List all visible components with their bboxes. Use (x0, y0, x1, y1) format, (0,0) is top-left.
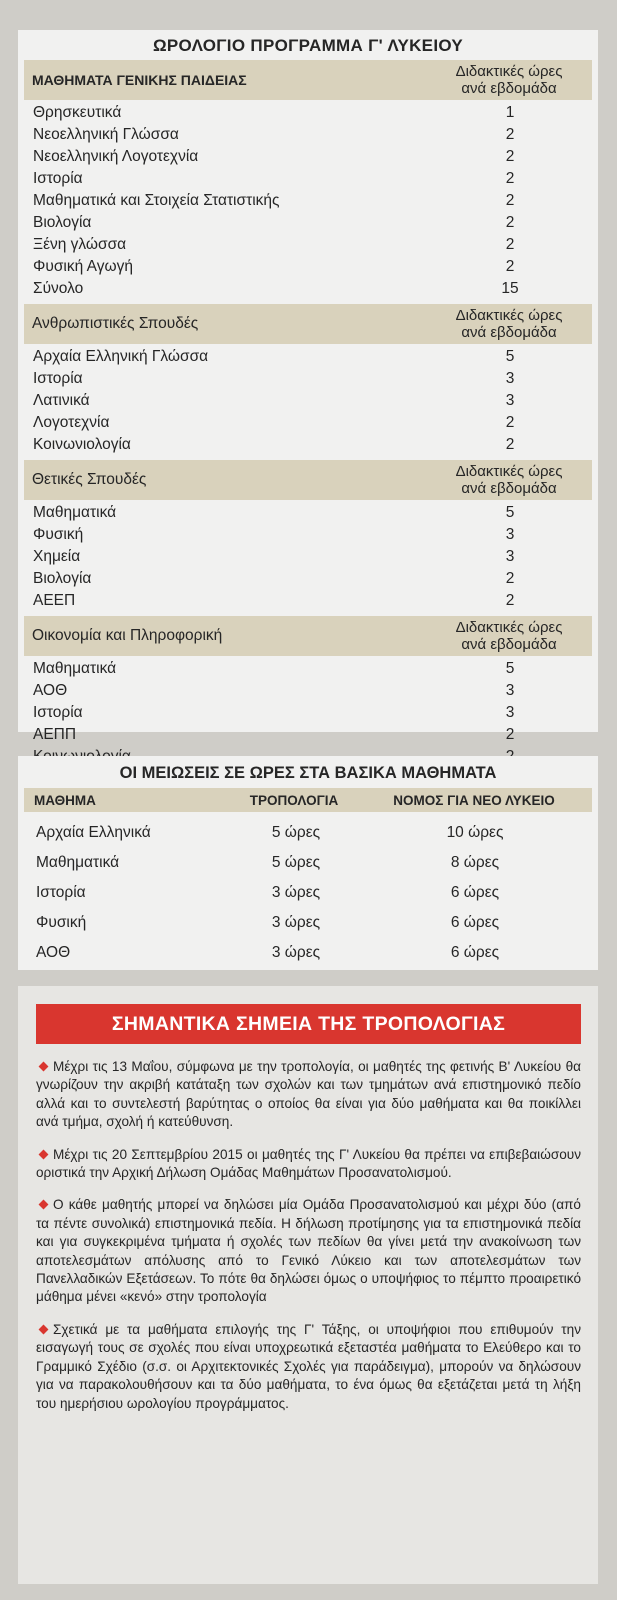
diamond-bullet-icon (39, 1200, 49, 1210)
reductions-title: ΟΙ ΜΕΙΩΣΕΙΣ ΣΕ ΩΡΕΣ ΣΤΑ ΒΑΣΙΚΑ ΜΑΘΗΜΑΤΑ (119, 764, 497, 782)
key-points-list (36, 1058, 581, 1427)
key-points-title: ΣΗΜΑΝΤΙΚΑ ΣΗΜΕΙΑ ΤΗΣ ΤΡΟΠΟΛΟΓΙΑΣ (36, 1004, 581, 1044)
group-rows-general (32, 100, 584, 304)
table-row (32, 146, 584, 168)
amendment-cell: 3 ώρες (271, 884, 321, 901)
table-row (32, 212, 584, 234)
table-row (32, 412, 584, 434)
subject-hours: 15 (501, 280, 519, 297)
key-points-panel (18, 986, 598, 1584)
subject-hours: 3 (505, 548, 515, 565)
subject-name: Θρησκευτικά (33, 104, 122, 121)
subject-name: Μαθηματικά (33, 504, 117, 521)
subject-cell: Μαθηματικά (36, 854, 120, 871)
amendment-cell: 5 ώρες (271, 854, 321, 871)
subject-name: Βιολογία (33, 570, 92, 587)
table-row (32, 568, 584, 590)
column-header-amendment: ΤΡΟΠΟΛΟΓΙΑ (249, 792, 339, 808)
subject-hours: 2 (505, 236, 515, 253)
table-row (32, 102, 584, 124)
timetable-title: ΩΡΟΛΟΓΙΟ ΠΡΟΓΡΑΜΜΑ Γ' ΛΥΚΕΙΟΥ (152, 36, 464, 55)
law-cell: 8 ώρες (450, 854, 500, 871)
table-row (32, 938, 584, 968)
subject-name: Μαθηματικά και Στοιχεία Στατιστικής (33, 192, 280, 209)
table-row (32, 124, 584, 146)
subject-name: ΑΕΕΠ (33, 592, 76, 609)
subject-name: ΑΟΘ (33, 682, 68, 699)
list-item (36, 1196, 581, 1306)
subject-hours: 2 (505, 592, 515, 609)
subject-hours: 5 (505, 348, 515, 365)
subject-name: Φυσική Αγωγή (33, 258, 133, 275)
column-header-subject: ΜΑΘΗΜΑ (34, 792, 96, 808)
group-rows-humanities (32, 344, 584, 460)
group-header-label: Θετικές Σπουδές (32, 471, 147, 488)
subject-name: Βιολογία (33, 214, 92, 231)
group-header-label: ΜΑΘΗΜΑΤΑ ΓΕΝΙΚΗΣ ΠΑΙΔΕΙΑΣ (32, 72, 247, 88)
subject-hours: 2 (505, 570, 515, 587)
subject-hours: 2 (505, 726, 515, 743)
group-rows-sciences (32, 500, 584, 616)
table-row (32, 256, 584, 278)
subject-name: Ιστορία (33, 704, 83, 721)
table-row (32, 848, 584, 878)
table-row (32, 190, 584, 212)
subject-name: Μαθηματικά (33, 660, 117, 677)
table-row (32, 524, 584, 546)
subject-name: Αρχαία Ελληνική Γλώσσα (33, 348, 209, 365)
diamond-bullet-icon (39, 1062, 49, 1072)
group-header-sciences (24, 460, 592, 500)
reductions-panel (18, 756, 598, 970)
subject-cell: ΑΟΘ (36, 944, 71, 961)
subject-hours: 3 (505, 704, 515, 721)
group-header-general (24, 60, 592, 100)
group-rows-economics (32, 656, 584, 772)
table-row (32, 346, 584, 368)
diamond-bullet-icon (39, 1149, 49, 1159)
bullet-text: Σχετικά με τα μαθήματα επιλογής της Γ' Τάξης, οι υποψήφιοι που επιθυμούν την εισαγωγή τους σε σχολές που είναι υποχρεωτικά εξεταστέα μαθήματα το Ελεύθερο και το Γραμμικό Σχέδιο (σ.σ. οι Αρχιτεκτονικές Σχολές για παράδειγμα), μπορούν να δηλώσουν για να παρακολουθήσουν και τα δύο μαθήματα, το ένα όμως θα εξετάζεται μετά τη λήξη του ημερήσιου ωρολογίου προγράμματος. (36, 1321, 581, 1411)
subject-hours: 3 (505, 370, 515, 387)
subject-hours: 3 (505, 682, 515, 699)
reductions-table-body (32, 812, 584, 968)
subject-name: Ξένη γλώσσα (33, 236, 127, 253)
timetable-panel (18, 30, 598, 743)
subject-name: ΑΕΠΠ (33, 726, 77, 743)
subject-hours: 2 (505, 170, 515, 187)
subject-name: Φυσική (33, 526, 84, 543)
table-row (32, 818, 584, 848)
table-row (32, 680, 584, 702)
subject-hours: 2 (505, 192, 515, 209)
group-header-label: Οικονομία και Πληροφορική (32, 627, 223, 644)
subject-name: Χημεία (33, 548, 81, 565)
amendment-cell: 5 ώρες (271, 824, 321, 841)
hours-column-label: Διδακτικές ώρες ανά εβδομάδα (455, 307, 563, 341)
table-row (32, 546, 584, 568)
diamond-bullet-icon (39, 1324, 49, 1334)
law-cell: 10 ώρες (446, 824, 504, 841)
subject-hours: 1 (505, 104, 515, 121)
table-row (32, 702, 584, 724)
column-header-law: ΝΟΜΟΣ ΓΙΑ ΝΕΟ ΛΥΚΕΙΟ (393, 792, 555, 808)
reductions-table-header (24, 788, 592, 812)
group-header-label: Ανθρωπιστικές Σπουδές (32, 315, 199, 332)
subject-name: Ιστορία (33, 170, 83, 187)
subject-name: Ιστορία (33, 370, 83, 387)
subject-hours: 5 (505, 504, 515, 521)
subject-hours: 2 (505, 258, 515, 275)
subject-hours: 2 (505, 126, 515, 143)
bullet-text: Ο κάθε μαθητής μπορεί να δηλώσει μία Ομάδα Προσανατολισμού και μέχρι δύο (από τα πέντε συνολικά) επιστημονικά πεδία. Η δήλωση προτίμησης για τα επιστημονικά πεδία και για συγκεκριμένα τμήματα ή σχολές των πεδίων θα γίνει μετά την ανακοίνωση των αποτελεσμάτων απόλυσης από το Γενικό Λύκειο και των αποτελεσμάτων των Πανελλαδικών Εξετάσεων. Το πότε θα δηλώσει όμως ο υποψήφιος το πέμπτο προαιρετικό μάθημα μένει «κενό» στην τροπολογία (36, 1197, 581, 1305)
table-row (32, 878, 584, 908)
table-row (32, 658, 584, 680)
subject-hours: 2 (505, 214, 515, 231)
subject-name: Νεοελληνική Γλώσσα (33, 126, 179, 143)
bullet-text: Μέχρι τις 13 Μαΐου, σύμφωνα με την τροπολογία, οι μαθητές της φετινής Β' Λυκείου θα γνωρίζουν την ακριβή κατάταξη των σχολών και των τμημάτων ανά επιστημονικό πεδίο αλλά και το συντελεστή βαρύτητας ο οποίος θα είναι για δύο μαθήματα και θα ποικίλλει ανά τμήμα, σχολή ή κατεύθυνση. (36, 1059, 581, 1130)
table-row (32, 168, 584, 190)
subject-name: Λογοτεχνία (33, 414, 110, 431)
subject-name: Νεοελληνική Λογοτεχνία (33, 148, 199, 165)
law-cell: 6 ώρες (450, 884, 500, 901)
subject-hours: 3 (505, 392, 515, 409)
list-item (36, 1058, 581, 1132)
bullet-text: Μέχρι τις 20 Σεπτεμβρίου 2015 οι μαθητές της Γ' Λυκείου θα πρέπει να επιβεβαιώσουν οριστικά την Αρχική Δήλωση Ομάδας Μαθημάτων Προσανατολισμού. (36, 1146, 581, 1181)
subject-name: Λατινικά (33, 392, 90, 409)
subject-cell: Αρχαία Ελληνικά (36, 824, 151, 841)
table-row (32, 590, 584, 612)
subject-hours: 2 (505, 436, 515, 453)
amendment-cell: 3 ώρες (271, 944, 321, 961)
amendment-cell: 3 ώρες (271, 914, 321, 931)
subject-name: Σύνολο (33, 280, 84, 297)
subject-name: Κοινωνιολογία (33, 436, 131, 453)
table-row (32, 390, 584, 412)
table-row (32, 724, 584, 746)
hours-column-label: Διδακτικές ώρες ανά εβδομάδα (455, 463, 563, 497)
subject-hours: 5 (505, 660, 515, 677)
table-row (32, 908, 584, 938)
subject-hours: 2 (505, 414, 515, 431)
hours-column-label: Διδακτικές ώρες ανά εβδομάδα (455, 619, 563, 653)
subject-cell: Φυσική (36, 914, 87, 931)
hours-column-label: Διδακτικές ώρες ανά εβδομάδα (455, 63, 563, 97)
table-row (32, 502, 584, 524)
table-row (32, 434, 584, 456)
table-row-total (32, 278, 584, 300)
table-row (32, 234, 584, 256)
group-header-economics (24, 616, 592, 656)
list-item (36, 1146, 581, 1183)
list-item (36, 1321, 581, 1413)
subject-hours: 3 (505, 526, 515, 543)
subject-hours: 2 (505, 148, 515, 165)
table-row (32, 368, 584, 390)
group-header-humanities (24, 304, 592, 344)
subject-cell: Ιστορία (36, 884, 86, 901)
law-cell: 6 ώρες (450, 914, 500, 931)
law-cell: 6 ώρες (450, 944, 500, 961)
